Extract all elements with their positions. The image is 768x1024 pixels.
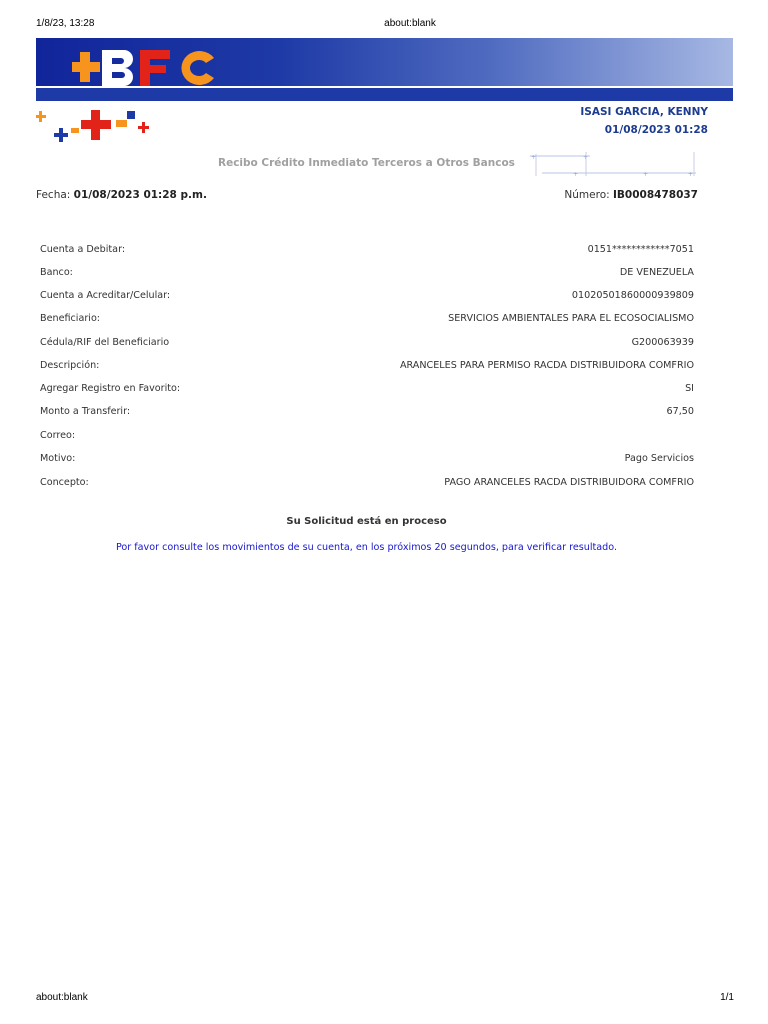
row-value: 67,50: [666, 406, 694, 417]
detail-row-motivo: [40, 453, 694, 469]
detail-row-monto: [40, 406, 694, 422]
row-value: DE VENEZUELA: [619, 267, 694, 278]
detail-row-correo: [40, 430, 694, 446]
numero: [564, 189, 698, 201]
detail-row-cedula-rif: [40, 337, 694, 353]
row-label: Correo:: [40, 430, 76, 441]
status-message: Su Solicitud está en proceso: [286, 516, 447, 527]
numero-label: Número:: [564, 189, 610, 201]
row-value: ARANCELES PARA PERMISO RACDA DISTRIBUIDORA COMFRIO: [399, 360, 694, 371]
row-label: Motivo:: [40, 453, 76, 464]
detail-row-cuenta-acreditar: [40, 290, 694, 306]
numero-value: IB0008478037: [613, 189, 698, 201]
fecha: [36, 189, 207, 201]
svg-text:+: +: [573, 171, 579, 178]
row-value: SI: [685, 383, 694, 394]
row-value: G200063939: [631, 337, 694, 348]
fecha-value: 01/08/2023 01:28 p.m.: [73, 189, 207, 201]
row-value: SERVICIOS AMBIENTALES PARA EL ECOSOCIALISMO: [448, 313, 694, 324]
row-label: Cuenta a Acreditar/Celular:: [40, 290, 171, 301]
print-header-datetime: 1/8/23, 13:28: [36, 18, 95, 29]
row-label: Cédula/RIF del Beneficiario: [40, 337, 170, 348]
row-label: Banco:: [40, 267, 73, 278]
receipt-title: Recibo Crédito Inmediato Terceros a Otros Bancos: [218, 157, 515, 169]
print-footer-url: about:blank: [36, 992, 88, 1003]
row-label: Concepto:: [40, 477, 89, 488]
row-value: 0151************7051: [587, 244, 694, 255]
info-note: Por favor consulte los movimientos de su cuenta, en los próximos 20 segundos, para verificar resultado.: [115, 542, 617, 553]
fecha-label: Fecha:: [36, 189, 71, 201]
row-value: Pago Servicios: [624, 453, 694, 464]
print-header-title: about:blank: [384, 18, 436, 29]
detail-row-banco: [40, 267, 694, 283]
detail-row-concepto: [40, 477, 694, 493]
svg-text:+: +: [583, 154, 589, 161]
print-footer-page: 1/1: [720, 992, 734, 1003]
row-label: Monto a Transferir:: [40, 406, 131, 417]
row-label: Beneficiario:: [40, 313, 101, 324]
user-name: ISASI GARCIA, KENNY: [580, 106, 708, 118]
detail-row-descripcion: [40, 360, 694, 376]
row-label: Agregar Registro en Favorito:: [40, 383, 181, 394]
detail-row-cuenta-debitar: [40, 244, 694, 260]
row-value: 01020501860000939809: [571, 290, 694, 301]
bfc-logo: [72, 46, 222, 90]
decorative-crosses-icon: [36, 108, 156, 148]
decorative-lines-icon: [528, 152, 698, 178]
detail-row-beneficiario: [40, 313, 694, 329]
detail-row-favorito: [40, 383, 694, 399]
bfc-logo-graphic: [72, 46, 222, 90]
svg-text:+: +: [688, 171, 694, 178]
row-value: PAGO ARANCELES RACDA DISTRIBUIDORA COMFRIO: [444, 477, 694, 488]
svg-text:+: +: [531, 154, 537, 161]
row-label: Cuenta a Debitar:: [40, 244, 126, 255]
user-datetime: 01/08/2023 01:28: [604, 124, 708, 136]
svg-text:+: +: [643, 171, 649, 178]
row-label: Descripción:: [40, 360, 100, 371]
